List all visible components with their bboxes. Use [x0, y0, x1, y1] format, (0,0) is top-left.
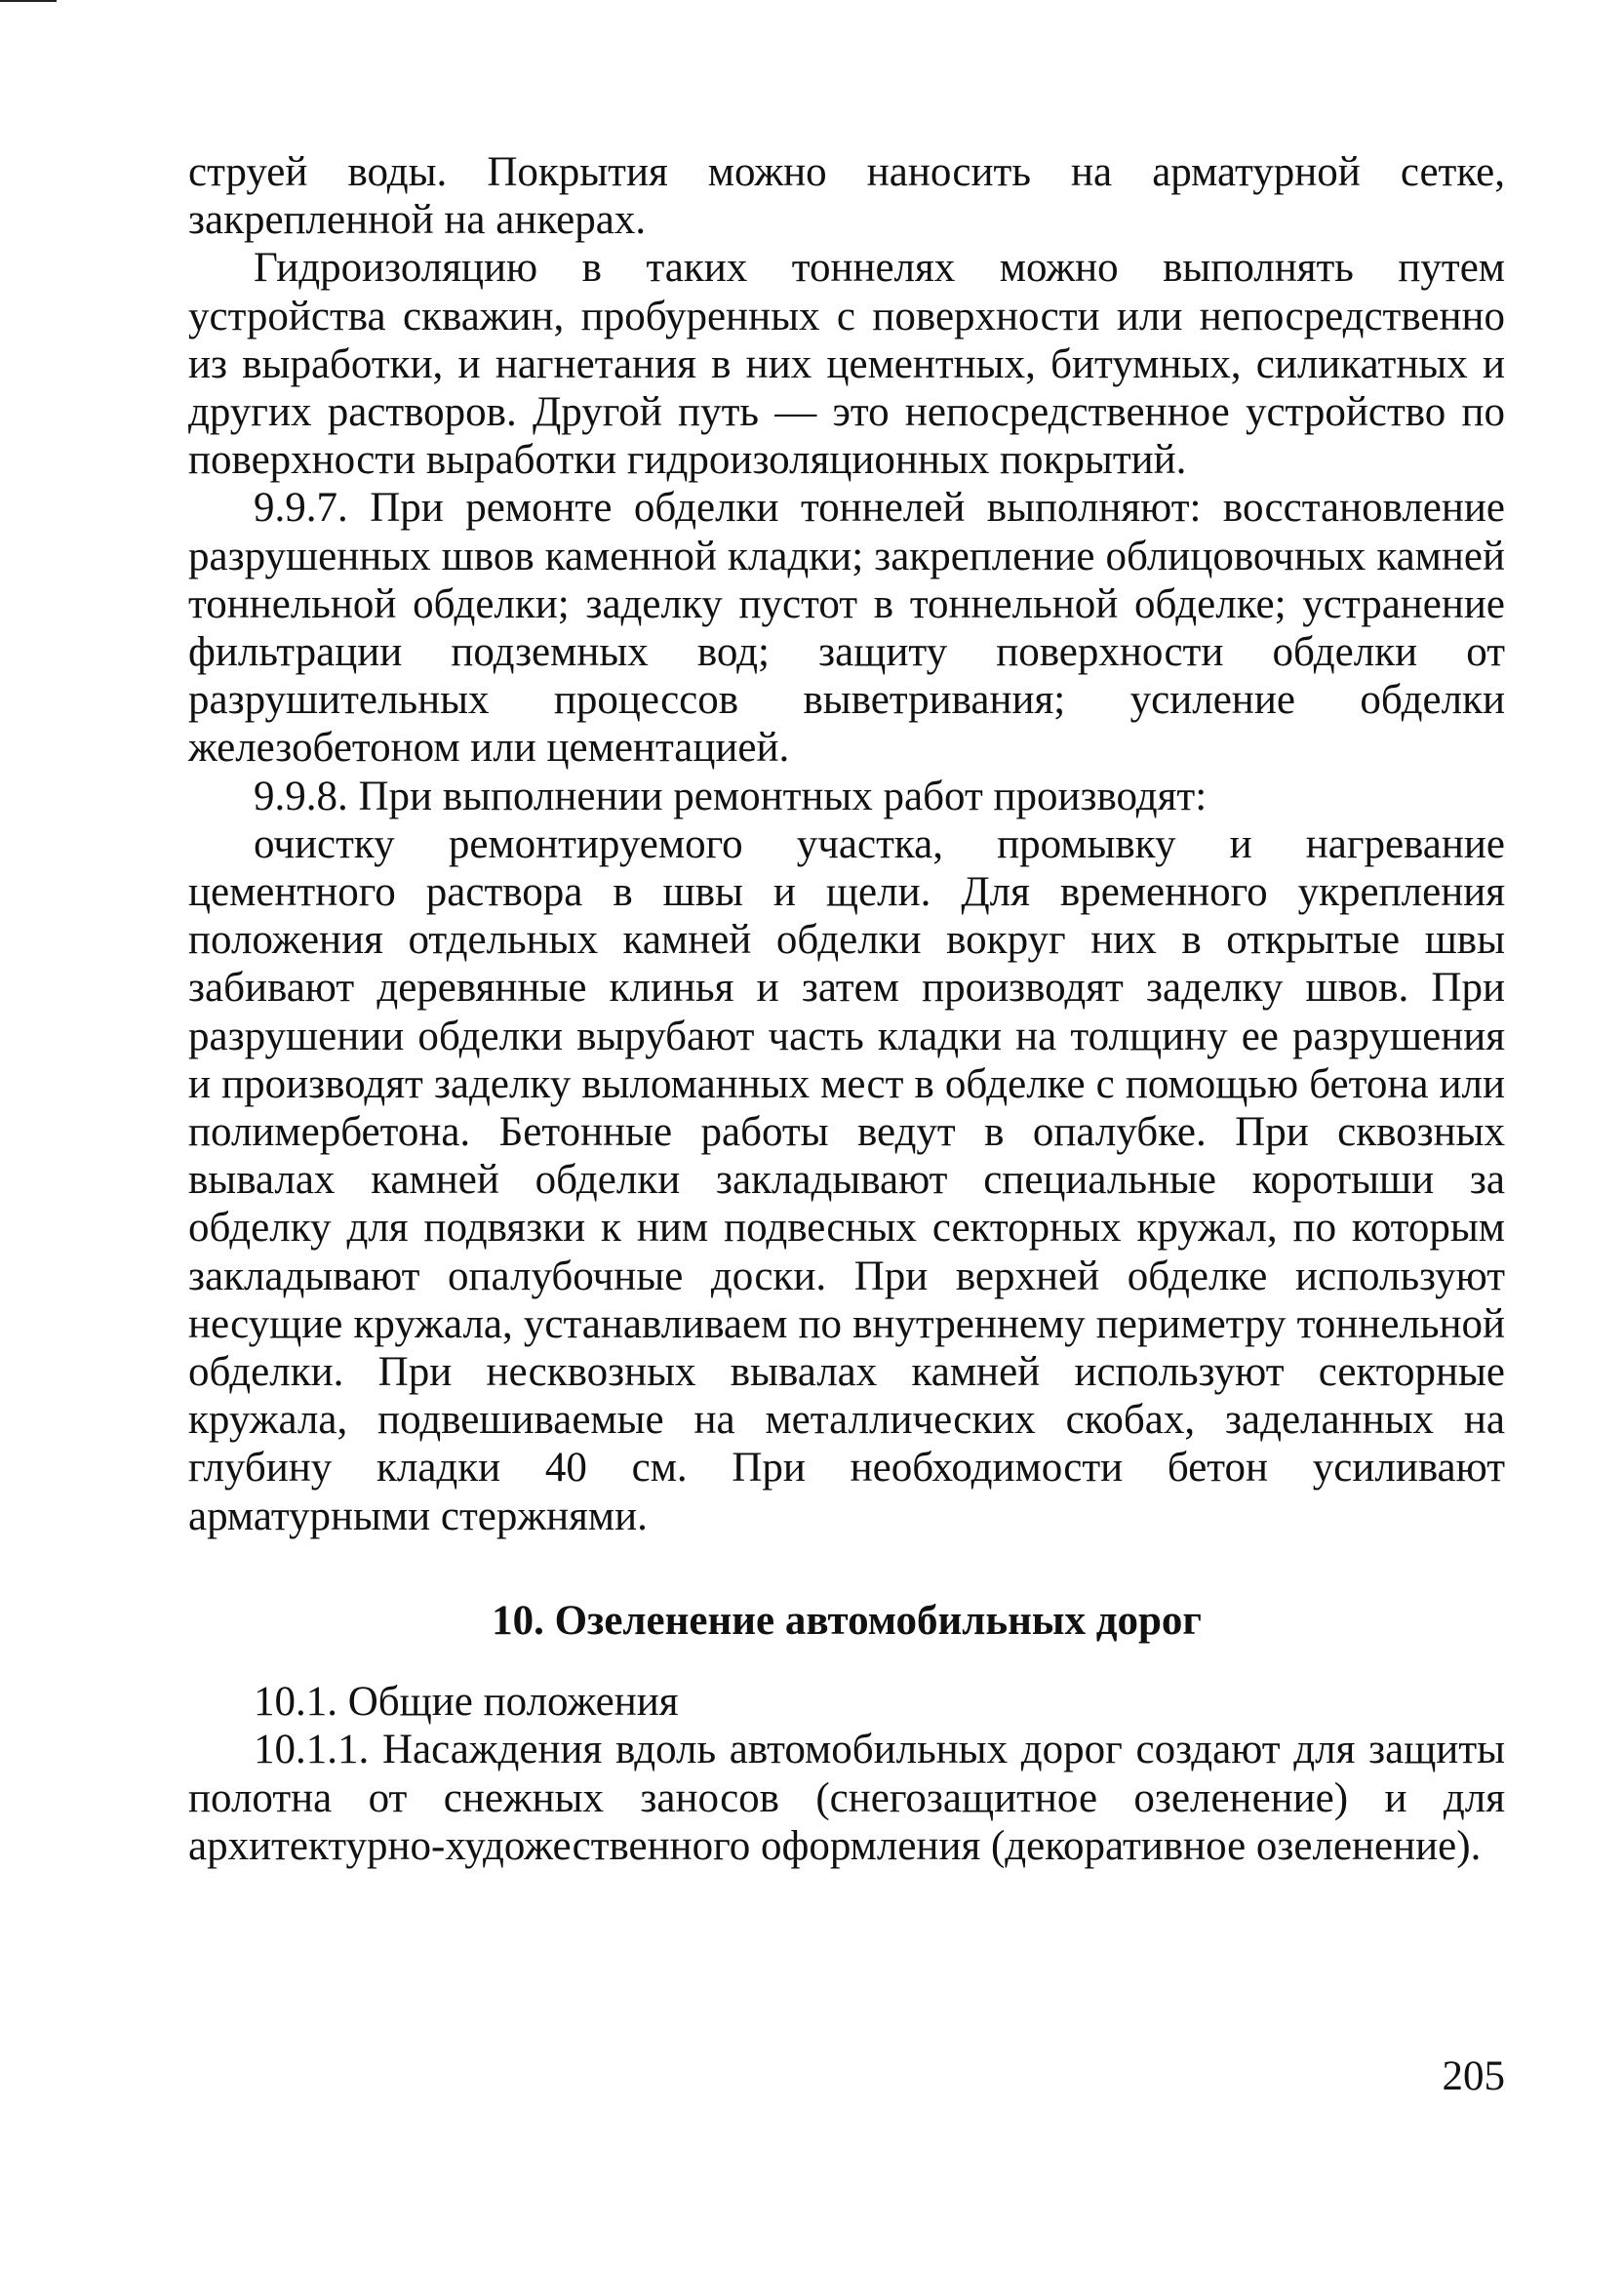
paragraph-clause-10-1-1: 10.1.1. Насаждения вдоль автомобильных дорог создают для защиты полотна от снежных заносов (снегозащитное озеленение) и для архитектурно-художественного оформления (декоративное озеленение). [188, 1727, 1505, 1869]
paragraph-repair-works: очистку ремонтируемого участка, промывку и нагревание цементного раствора в швы и щели. Для временного укрепления положения отдельных камней обделки вокруг них в открытые швы забивают деревянные клинья и затем производят заделку швов. При разрушении обделки вырубают часть кладки на толщину ее разрушения и производят заделку выломанных мест в обделке с помощью бетона или полимербетона. Бетонные работы ведут в опалубке. При сквозных вывалах камней обделки закладывают специальные коротыши за обделку для подвязки к ним подвесных секторных кружал, по которым закладывают опалубочные доски. При верхней обделке используют несущие кружала, устанавливаем по внутреннему периметру тоннельной обделки. При несквозных вывалах камней используют секторные кружала, подвешиваемые на металлических скобах, заделанных на глубину кладки 40 см. При необходимости бетон усиливают арматурными стержнями. [188, 820, 1505, 1539]
scan-corner-rule [0, 0, 57, 2]
paragraph-clause-9-9-7: 9.9.7. При ремонте обделки тоннелей выполняют: восстановление разрушенных швов каменной кладки; закрепление облицовочных камней тоннельной обделки; заделку пустот в тоннельной обделке; устранение фильтрации подземных вод; защиту поверхности обделки от разрушительных процессов выветривания; усиление обделки железобетоном или цементацией. [188, 485, 1505, 772]
paragraph-continuation: струей воды. Покрытия можно наносить на арматурной сетке, закрепленной на анкерах. [188, 149, 1505, 244]
paragraph-waterproofing: Гидроизоляцию в таких тоннелях можно выполнять путем устройства скважин, пробуренных с поверхности или непосредственно из выработки, и нагнетания в них цементных, битумных, силикатных и других растворов. Другой путь — это непосредственное устройство по поверхности выработки гидроизоляционных покрытий. [188, 245, 1505, 484]
paragraph-subsection-10-1: 10.1. Общие положения [254, 1679, 679, 1726]
section-heading: 10. Озеленение автомобильных дорог [492, 1597, 1202, 1644]
paragraph-clause-9-9-8: 9.9.8. При выполнении ремонтных работ производят: [254, 773, 1208, 819]
book-page-body [188, 148, 1505, 1870]
page-number: 205 [1442, 2053, 1505, 2099]
